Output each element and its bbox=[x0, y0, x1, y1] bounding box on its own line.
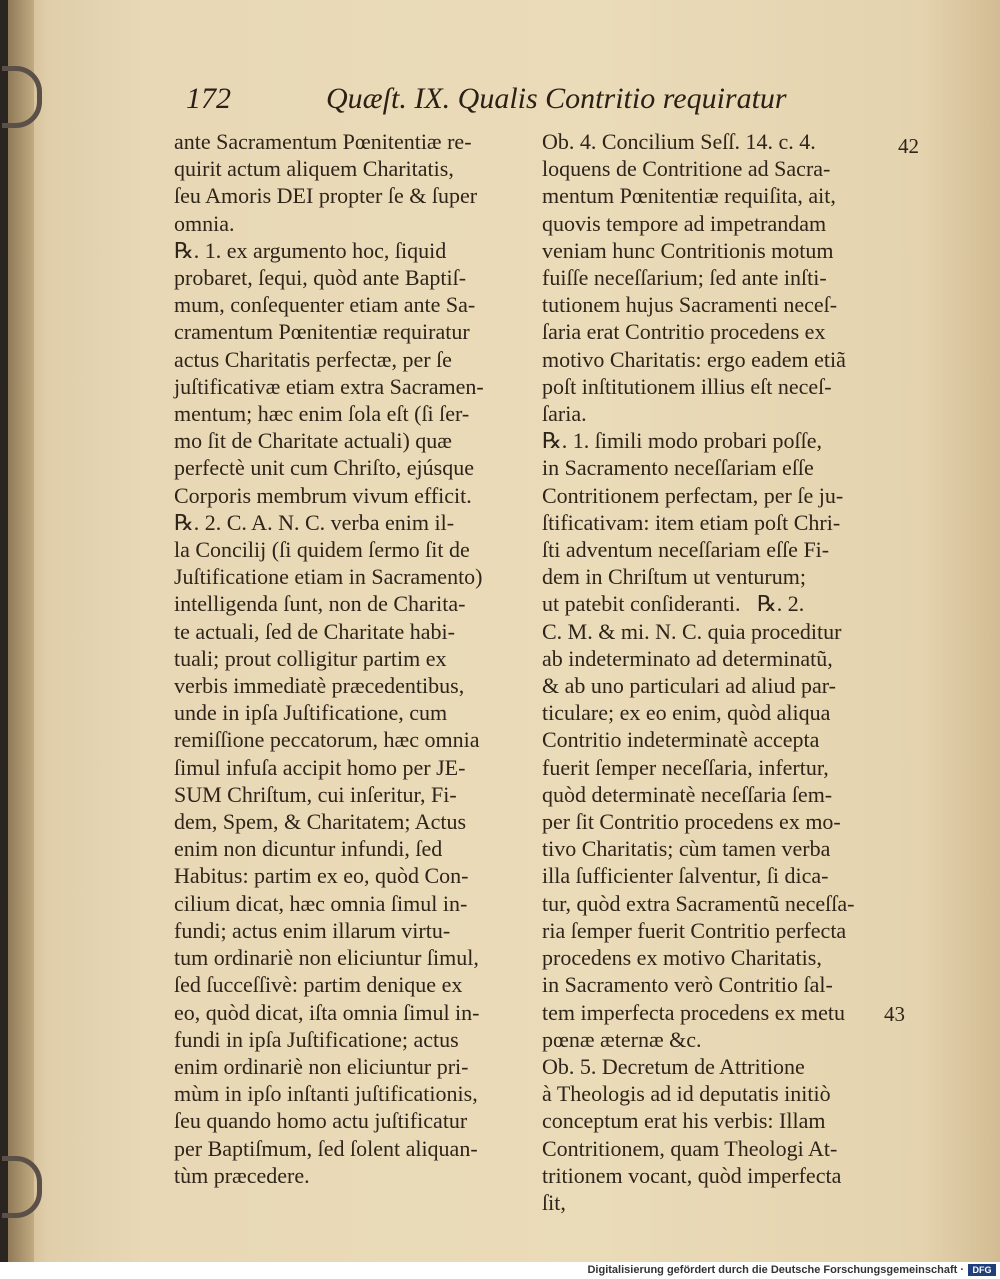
text-line: ſaria. bbox=[542, 401, 587, 427]
text-line: pœnæ æternæ &c. bbox=[542, 1026, 702, 1052]
margin-note-43: 43 bbox=[884, 1002, 905, 1026]
text-line: ria ſemper fuerit Contritio perfecta bbox=[542, 917, 847, 943]
text-line: tùm præcedere. bbox=[174, 1162, 310, 1188]
text-line: ſeu Amoris DEI propter ſe & ſuper bbox=[174, 183, 478, 209]
text-line: Contritionem perfectam, per ſe ju- bbox=[542, 482, 844, 508]
left-text-column bbox=[174, 128, 528, 1189]
text-line: fuerit ſemper neceſſaria, infertur, bbox=[542, 754, 829, 780]
text-line: ℞. 1. ex argumento hoc, ſiquid bbox=[174, 237, 447, 263]
text-line: omnia. bbox=[174, 210, 235, 236]
text-line: ab indeterminato ad determinatũ, bbox=[542, 645, 833, 671]
text-line: tur, quòd extra Sacramentũ neceſſa- bbox=[542, 890, 855, 916]
text-line: Ob. 5. Decretum de Attritione bbox=[542, 1053, 805, 1079]
text-line: actus Charitatis perfectæ, per ſe bbox=[174, 346, 452, 372]
text-line: tutionem hujus Sacramenti neceſ- bbox=[542, 292, 838, 318]
text-line: à Theologis ad id deputatis initiò bbox=[542, 1081, 831, 1107]
text-line: Ob. 4. Concilium Seſſ. 14. c. 4. bbox=[542, 129, 816, 154]
dfg-logo: DFG bbox=[968, 1264, 996, 1276]
text-line: enim ordinariè non eliciuntur pri- bbox=[174, 1053, 469, 1079]
text-line: ℞. 2. C. A. N. C. verba enim il- bbox=[174, 509, 455, 535]
text-line: tivo Charitatis; cùm tamen verba bbox=[542, 836, 831, 862]
text-line: cramentum Pœnitentiæ requiratur bbox=[174, 319, 470, 345]
text-line: perfectè unit cum Chriſto, ejúsque bbox=[174, 455, 474, 481]
text-line: quòd determinatè neceſſaria ſem- bbox=[542, 781, 833, 807]
text-line: in Sacramento neceſſariam eſſe bbox=[542, 455, 814, 481]
text-line: SUM Chriſtum, cui inſeritur, Fi- bbox=[174, 781, 457, 807]
text-line: Juſtificatione etiam in Sacramento) bbox=[174, 564, 483, 590]
text-line: in Sacramento verò Contritio ſal- bbox=[542, 972, 833, 998]
text-line: Contritionem, quam Theologi At- bbox=[542, 1135, 838, 1161]
text-line: fuiſſe neceſſarium; ſed ante inſti- bbox=[542, 265, 827, 291]
text-line: poſt inſtitutionem illius eſt neceſ- bbox=[542, 373, 832, 399]
text-line: dem, Spem, & Charitatem; Actus bbox=[174, 809, 467, 835]
text-line: probaret, ſequi, quòd ante Baptiſ- bbox=[174, 265, 467, 291]
text-line: te actuali, ſed de Charitate habi- bbox=[174, 618, 455, 644]
margin-note-42: 42 bbox=[898, 134, 919, 158]
text-line: ticulare; ex eo enim, quòd aliqua bbox=[542, 700, 831, 726]
text-line: verbis immediatè præcedentibus, bbox=[174, 673, 465, 699]
text-line: & ab uno particulari ad aliud par- bbox=[542, 673, 837, 699]
digitization-credit: Digitalisierung gefördert durch die Deutsche Forschungsgemeinschaft · bbox=[587, 1264, 964, 1276]
text-line: procedens ex motivo Charitatis, bbox=[542, 945, 822, 971]
text-line: mo ſit de Charitate actuali) quæ bbox=[174, 428, 452, 454]
text-line: ante Sacramentum Pœnitentiæ re- bbox=[174, 129, 472, 154]
text-line: juſtificativæ etiam extra Sacramen- bbox=[174, 373, 484, 399]
text-line: fundi in ipſa Juſtificatione; actus bbox=[174, 1026, 459, 1052]
text-line: enim non dicuntur infundi, ſed bbox=[174, 836, 443, 862]
text-line: cilium dicat, hæc omnia ſimul in- bbox=[174, 890, 468, 916]
text-line: C. M. & mi. N. C. quia proceditur bbox=[542, 618, 842, 644]
binding-ring-top bbox=[2, 66, 42, 128]
page-number: 172 bbox=[186, 82, 231, 115]
text-line: ſit, bbox=[542, 1189, 566, 1215]
text-line: fundi; actus enim illarum virtu- bbox=[174, 917, 451, 943]
text-line: tum ordinariè non eliciuntur ſimul, bbox=[174, 945, 479, 971]
text-line: ℞. 1. ſimili modo probari poſſe, bbox=[542, 428, 823, 454]
text-line: ſimul infuſa accipit homo per JE- bbox=[174, 754, 466, 780]
text-line: Corporis membrum vivum efficit. bbox=[174, 482, 472, 508]
text-line: ſtificativam: item etiam poſt Chri- bbox=[542, 509, 841, 535]
text-line: tem imperfecta procedens ex metu bbox=[542, 999, 845, 1025]
text-line: ut patebit conſideranti. ℞. 2. bbox=[542, 591, 805, 617]
text-line: tuali; prout colligitur partim ex bbox=[174, 645, 447, 671]
text-line: mentum Pœnitentiæ requiſita, ait, bbox=[542, 183, 836, 209]
right-text-column bbox=[542, 128, 902, 1216]
text-line: Contritio indeterminatè accepta bbox=[542, 727, 820, 753]
text-line: per Baptiſmum, ſed ſolent aliquan- bbox=[174, 1135, 478, 1161]
text-line: unde in ipſa Juſtificatione, cum bbox=[174, 700, 448, 726]
footer-bar bbox=[0, 1262, 1000, 1279]
text-line: eo, quòd dicat, iſta omnia ſimul in- bbox=[174, 999, 480, 1025]
text-line: mum, conſequenter etiam ante Sa- bbox=[174, 292, 476, 318]
text-line: ſeu quando homo actu juſtificatur bbox=[174, 1108, 468, 1134]
text-line: mentum; hæc enim ſola eſt (ſi ſer- bbox=[174, 401, 470, 427]
text-line: quirit actum aliquem Charitatis, bbox=[174, 156, 454, 182]
running-head: Quæſt. IX. Qualis Contritio requiratur bbox=[326, 82, 787, 115]
binding-ring-bottom bbox=[2, 1156, 42, 1218]
text-line: mùm in ipſo inſtanti juſtificationis, bbox=[174, 1081, 478, 1107]
text-line: quovis tempore ad impetrandam bbox=[542, 210, 827, 236]
text-line: ſed ſucceſſivè: partim denique ex bbox=[174, 972, 463, 998]
book-page bbox=[8, 0, 1000, 1262]
text-line: Habitus: partim ex eo, quòd Con- bbox=[174, 863, 469, 889]
text-line: la Concilij (ſi quidem ſermo ſit de bbox=[174, 537, 470, 563]
text-line: per ſit Contritio procedens ex mo- bbox=[542, 809, 841, 835]
text-line: intelligenda ſunt, non de Charita- bbox=[174, 591, 466, 617]
text-line: loquens de Contritione ad Sacra- bbox=[542, 156, 831, 182]
text-line: ſti adventum neceſſariam eſſe Fi- bbox=[542, 537, 830, 563]
text-line: ſaria erat Contritio procedens ex bbox=[542, 319, 826, 345]
text-line: tritionem vocant, quòd imperfecta bbox=[542, 1162, 842, 1188]
text-line: remiſſione peccatorum, hæc omnia bbox=[174, 727, 480, 753]
text-line: dem in Chriſtum ut venturum; bbox=[542, 564, 806, 590]
text-line: veniam hunc Contritionis motum bbox=[542, 237, 834, 263]
text-line: motivo Charitatis: ergo eadem etiã bbox=[542, 346, 846, 372]
text-line: illa ſufficienter ſalventur, ſi dica- bbox=[542, 863, 829, 889]
page-gutter bbox=[8, 0, 34, 1262]
text-line: conceptum erat his verbis: Illam bbox=[542, 1108, 826, 1134]
